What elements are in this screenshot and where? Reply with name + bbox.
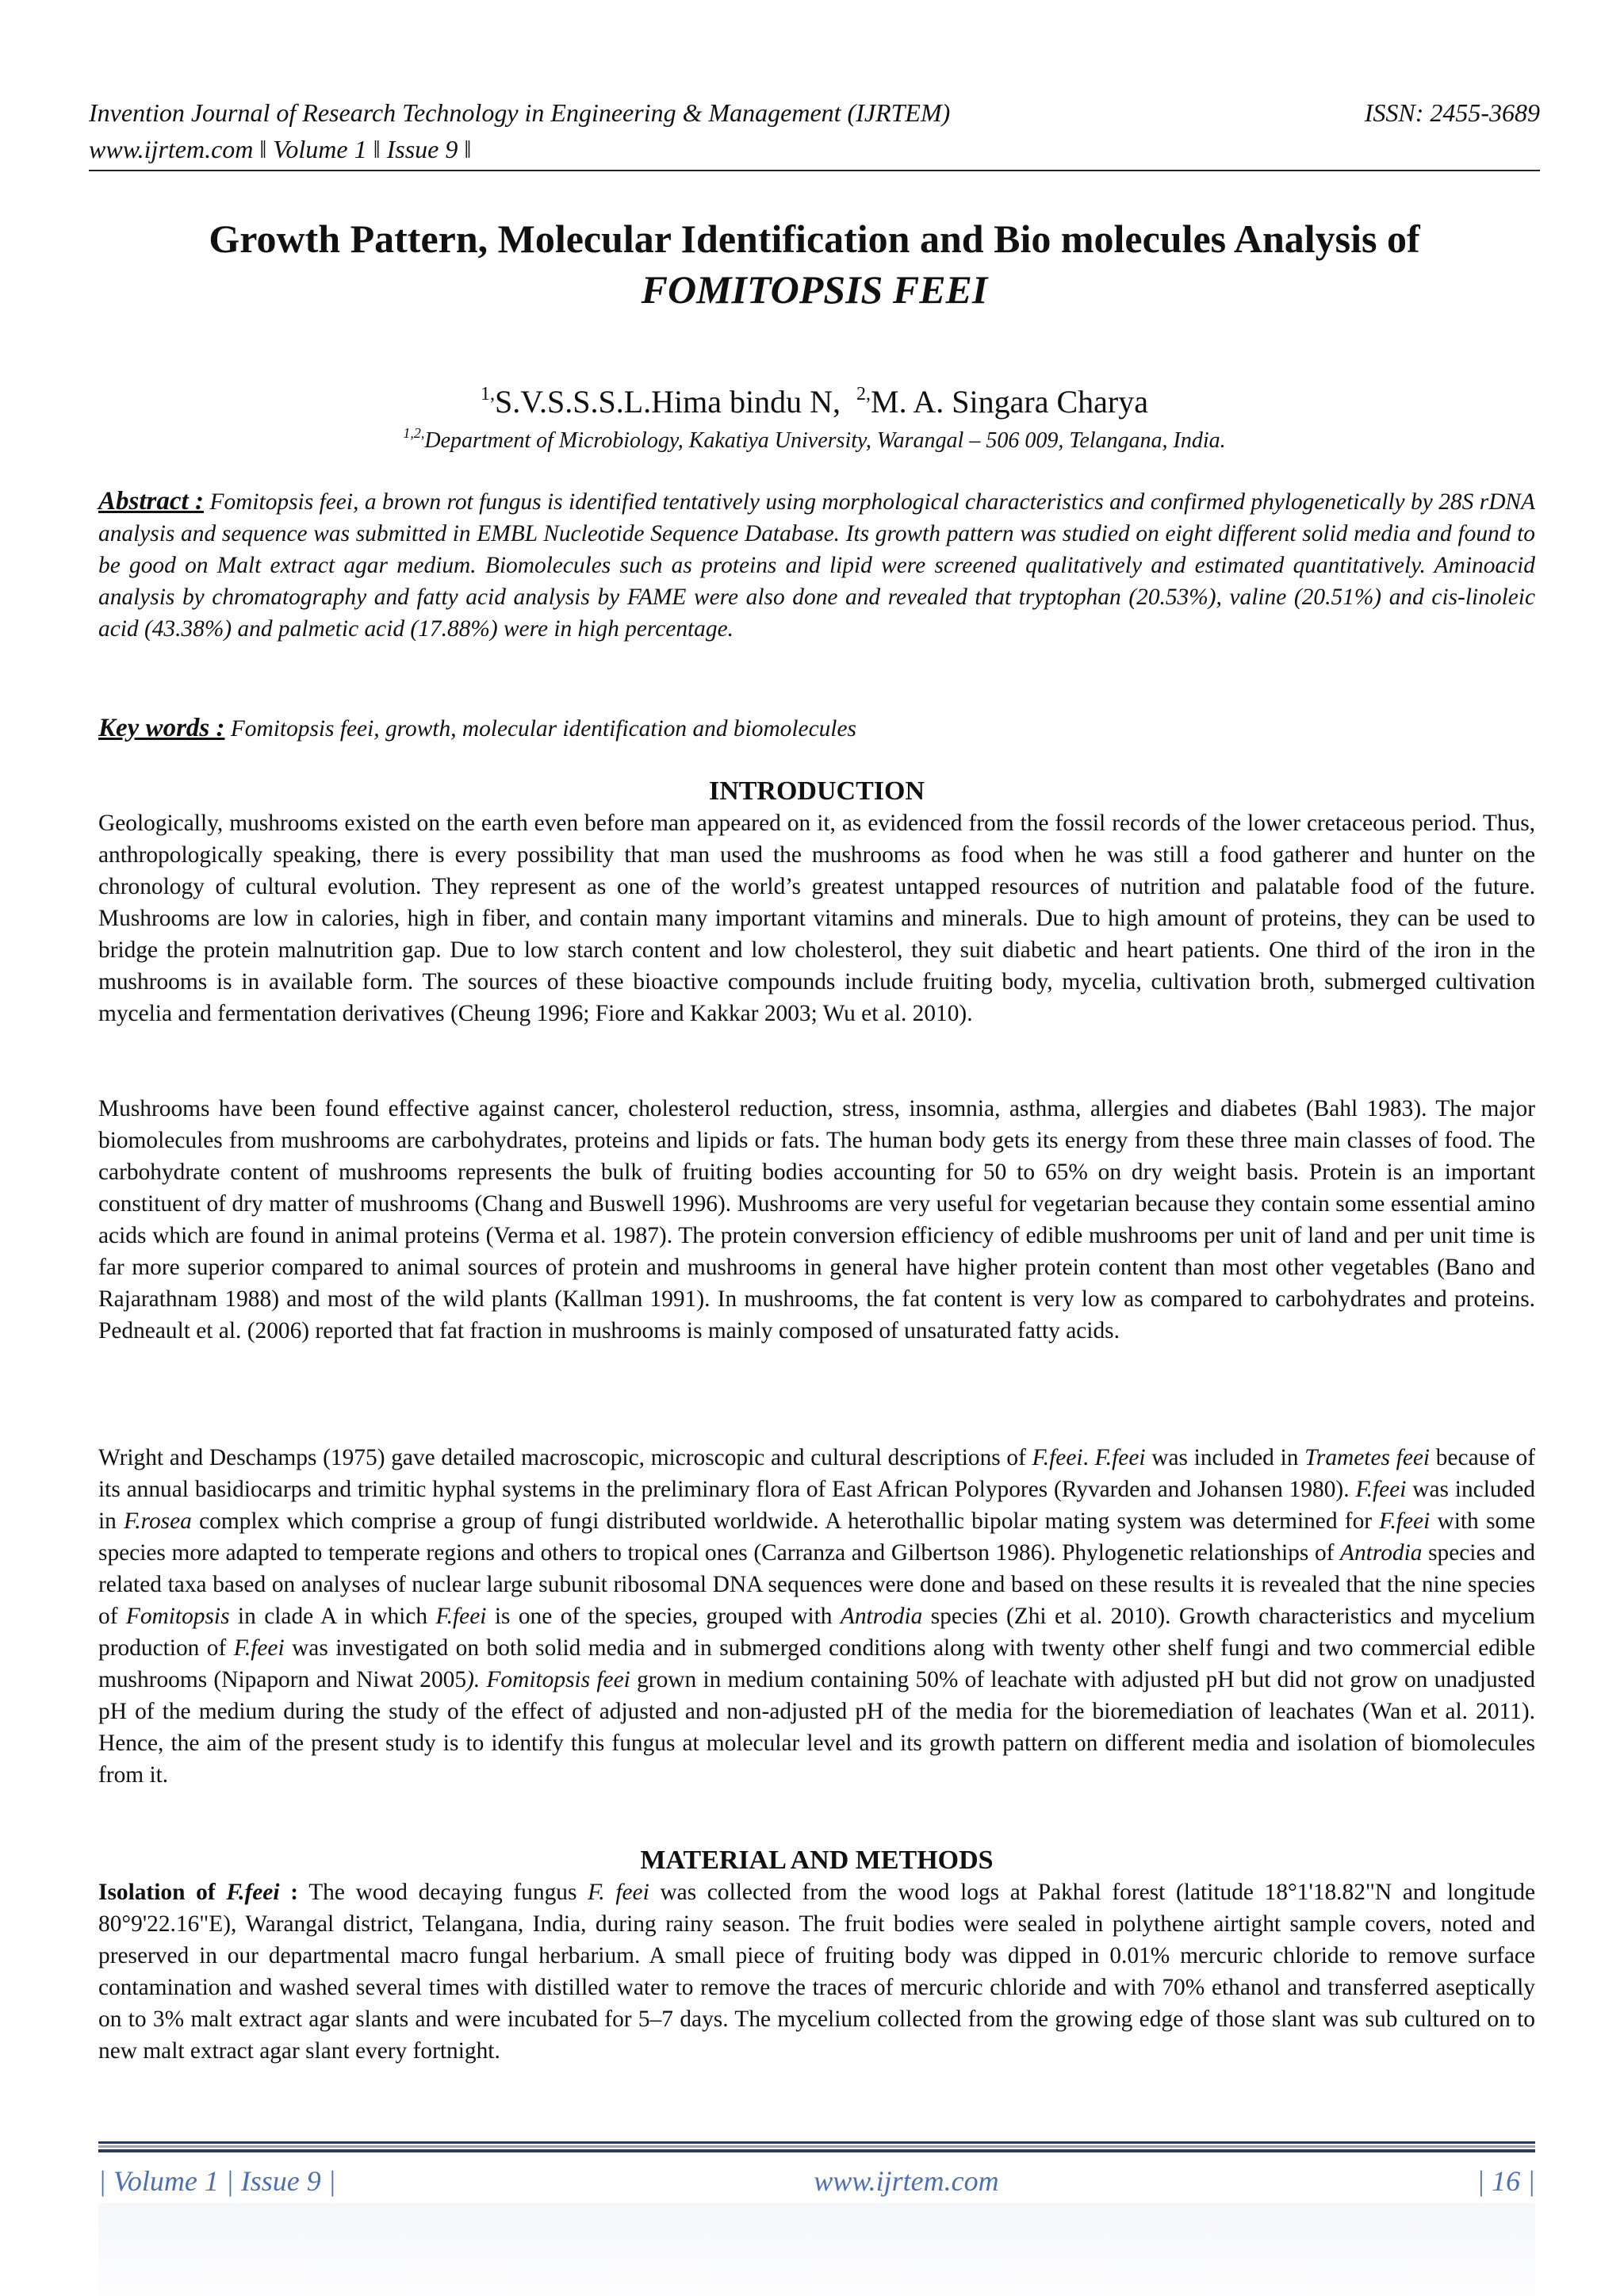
text-run: was investigated on both solid media and in submerged conditions along with twenty other shelf fungi and two commercial edible mushrooms (Nipaporn and Niwat 2005 [98, 1635, 1536, 1692]
species-name: F.feei [233, 1635, 285, 1661]
journal-name: Invention Journal of Research Technology in Engineering & Management (IJRTEM) [89, 98, 951, 127]
abstract [98, 485, 1535, 645]
author-1: S.V.S.S.S.L.Hima bindu N, [495, 384, 841, 420]
site-volume-line: www.ijrtem.com ǁ Volume 1 ǁ Issue 9 ǁ [89, 135, 472, 163]
species-name: F.feei [1094, 1445, 1146, 1470]
text-run: The wood decaying fungus [298, 1880, 588, 1905]
text-run: was included in [98, 1477, 1535, 1534]
author-2-mark: 2, [856, 384, 871, 404]
keywords [98, 712, 1535, 745]
species-name: F.feei [1379, 1508, 1431, 1534]
text-run: was included in [1145, 1445, 1305, 1470]
text-run: was collected from the wood logs at Pakhal forest (latitude 18°1'18.82"N and longitude 80°9'22.16"E), Warangal district, Telangana, India, during rainy season. The fruit bodies were sealed in polythene airtight sample covers, noted and preserved in our departmental macro fungal herbarium. A small piece of fruiting body was dipped in 0.01% mercuric chloride to remove surface contamination and washed several times with distilled water to remove the traces of mercuric chloride and with 70% ethanol and transferred aseptically on to 3% malt extract agar slants and were incubated for 5–7 days. The mycelium collected from the growing edge of those slant was sub cultured on to new malt extract agar slant every fortnight. [98, 1880, 1535, 2064]
text-run: because of its annual basidiocarps and trimitic hyphal systems in the preliminary flora of East African Polypores (Ryvarden and Johansen 1980). [98, 1445, 1536, 1502]
intro-paragraph-2 [98, 1093, 1535, 1347]
keywords-label: Key words : [98, 714, 225, 742]
footer-shade [98, 2203, 1535, 2296]
footer-rule [98, 2141, 1535, 2152]
text-run: species and related taxa based on analyses of nuclear large subunit ribosomal DNA sequences were done and based on these results it is revealed that the nine species of [98, 1540, 1535, 1629]
intro-paragraph-3 [98, 1442, 1535, 1791]
methods-paragraph-1-text [98, 1876, 1535, 2067]
text-run: in clade A in which [229, 1604, 436, 1629]
methods-heading: MATERIAL AND METHODS [640, 1846, 994, 1875]
issn: ISSN: 2455-3689 [1364, 98, 1540, 127]
species-name: Antrodia [1340, 1540, 1423, 1566]
species-name: ). Fomitopsis feei [466, 1667, 630, 1692]
paper-title-species: FOMITOPSIS FEEI [641, 267, 988, 312]
species-name: Fomitopsis [125, 1604, 230, 1629]
text-run: with some species more adapted to temperate regions and others to tropical ones (Carranza and Gilbertson 1986). Phylogenetic relationships of [98, 1508, 1535, 1566]
intro-paragraph-2-text: Mushrooms have been found effective against cancer, cholesterol reduction, stress, insomnia, asthma, allergies and diabetes (Bahl 1983). The major biomolecules from mushrooms are carbohydrates, proteins and lipids or fats. The human body gets its energy from these three main classes of food. The carbohydrate content of mushrooms represents the bulk of fruiting bodies accounting for 50 to 65% on dry weight basis. Protein is an important constituent of dry matter of mushrooms (Chang and Buswell 1996). Mushrooms are very useful for vegetarian because they contain some essential amino acids which are found in animal proteins (Verma et al. 1987). The protein conversion efficiency of edible mushrooms per unit of land and per unit time is far more superior compared to animal sources of protein and mushrooms in general have higher protein content than most other vegetables (Bano and Rajarathnam 1988) and most of the wild plants (Kallman 1991). In mushrooms, the fat content is very low as compared to carbohydrates and proteins. Pedneault et al. (2006) reported that fat fraction in mushrooms is mainly composed of unsaturated fatty acids. [98, 1096, 1535, 1343]
species-name: Antrodia [840, 1604, 923, 1629]
abstract-label: Abstract : [98, 487, 205, 516]
keywords-text: Fomitopsis feei, growth, molecular identification and biomolecules [230, 716, 856, 742]
species-name: F.feei [1355, 1477, 1407, 1502]
subsection-label-colon: : [279, 1880, 299, 1905]
author-2: M. A. Singara Charya [871, 384, 1148, 420]
page-footer [98, 2164, 1535, 2198]
page-number: | 16 | [1477, 2165, 1535, 2197]
affiliation-mark: 1,2, [403, 425, 425, 441]
affiliation-line [89, 419, 1540, 455]
text-run: is one of the species, grouped with [486, 1604, 841, 1629]
running-header [89, 97, 1540, 128]
affiliation: Department of Microbiology, Kakatiya University, Warangal – 506 009, Telangana, India. [424, 428, 1226, 453]
footer-site: www.ijrtem.com [814, 2165, 999, 2197]
intro-paragraph-3-text [98, 1442, 1535, 1791]
text-run: grown in medium containing 50% of leachate with adjusted pH but did not grow on unadjusted pH of the medium during the study of the effect of adjusted and non-adjusted pH of the media for the bioremediation of leachates (Wan et al. 2011). Hence, the aim of the present study is to identify this fungus at molecular level and its growth pattern on different media and isolation of biomolecules from it. [98, 1667, 1535, 1788]
intro-paragraph-1-text: Geologically, mushrooms existed on the earth even before man appeared on it, as evidenced from the fossil records of the lower cretaceous period. Thus, anthropologically speaking, there is every possibility that man used the mushrooms as food when he was still a food gatherer and hunter on the chronology of cultural evolution. They represent as one of the world’s greatest untapped resources of nutrition and palatable food of the future. Mushrooms are low in calories, high in fiber, and contain many important vitamins and minerals. Due to high amount of proteins, they can be used to bridge the protein malnutrition gap. Due to low starch content and low cholesterol, they suit diabetic and heart patients. One third of the iron in the mushrooms is in available form. The sources of these bioactive compounds include fruiting body, mycelia, cultivation broth, submerged cultivation mycelia and fermentation derivatives (Cheung 1996; Fiore and Kakkar 2003; Wu et al. 2010). [98, 811, 1535, 1026]
footer-volume: | Volume 1 | Issue 9 | [98, 2165, 336, 2197]
author-1-mark: 1, [481, 384, 496, 404]
species-name: F. feei [588, 1880, 649, 1905]
species-name: F.rosea [124, 1508, 192, 1534]
text-run: species (Zhi et al. 2010). Growth characteristics and mycelium production of [98, 1604, 1535, 1661]
text-run: . [1082, 1445, 1095, 1470]
subsection-label-species: F.feei [226, 1880, 280, 1905]
species-name: F.feei [1032, 1445, 1083, 1470]
header-rule [89, 170, 1540, 171]
subsection-label: Isolation of [98, 1880, 227, 1905]
text-run: Wright and Deschamps (1975) gave detailed macroscopic, microscopic and cultural descriptions of [98, 1445, 1032, 1470]
species-name: Trametes feei [1304, 1445, 1431, 1470]
text-run: complex which comprise a group of fungi distributed worldwide. A heterothallic bipolar mating system was determined for [191, 1508, 1380, 1534]
paper-title: Growth Pattern, Molecular Identification and Bio molecules Analysis of [209, 217, 1420, 261]
species-name: F.feei [435, 1604, 487, 1629]
introduction-heading: INTRODUCTION [708, 776, 925, 806]
intro-paragraph-1 [98, 807, 1535, 1029]
abstract-text: Fomitopsis feei, a brown rot fungus is identified tentatively using morphological characteristics and confirmed phylogenetically by 28S rDNA analysis and sequence was submitted in EMBL Nucleotide Sequence Database. Its growth pattern was studied on eight different solid media and found to be good on Malt extract agar medium. Biomolecules such as proteins and lipid were screened qualitatively and estimated quantitatively. Aminoacid analysis by chromatography and fatty acid analysis by FAME were also done and revealed that tryptophan (20.53%), valine (20.51%) and cis-linoleic acid (43.38%) and palmetic acid (17.88%) were in high percentage. [98, 489, 1535, 642]
author-line [89, 374, 1540, 422]
methods-paragraph-1 [98, 1876, 1535, 2067]
